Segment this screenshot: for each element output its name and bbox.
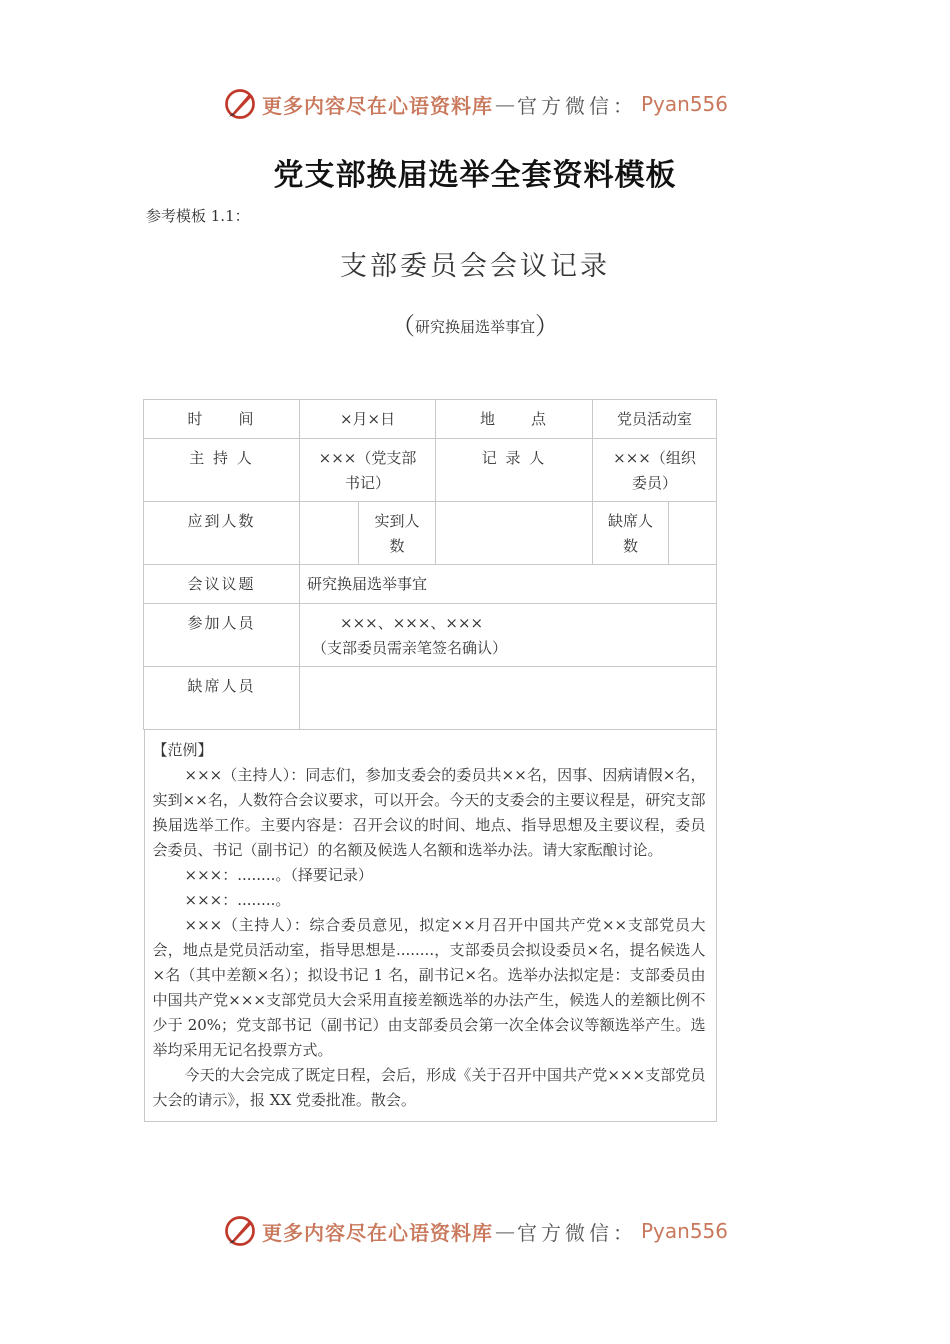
recorder-value <box>593 439 717 502</box>
document-title: 党支部换届选举全套资料模板 <box>273 158 677 193</box>
example-paragraph: ×××：........。（择要记录） <box>184 866 373 884</box>
absent-count-label <box>593 502 669 565</box>
host-value <box>300 439 436 502</box>
table-row <box>144 604 717 667</box>
record-subtitle-text: 研究换届选举事宜 <box>414 318 535 336</box>
example-heading: 【范例】 <box>152 741 213 759</box>
example-paragraph: 今天的大会完成了既定日程，会后，形成《关于召开中国共产党×××支部党员大会的请示》，报 XX 党委批准。散会。 <box>152 1066 706 1109</box>
table-row <box>144 400 717 439</box>
example-paragraph: ×××（主持人）：同志们，参加支委会的委员共××名，因事、因病请假×名，实到××名，人数符合会议要求，可以开会。今天的支委会的主要议程是，研究支部换届选举工作。主要内容是：召开会议的时间、地点、指导思想及主要议程，委员会委员、书记（副书记）的名额及候选人名额和选举办法。请大家酝酿讨论。 <box>152 766 706 859</box>
absent-count-label-line-2: 数 <box>623 537 639 555</box>
record-subtitle <box>0 306 950 341</box>
pen-logo-icon <box>222 86 258 122</box>
place-value: 党员活动室 <box>593 400 717 439</box>
footer-banner <box>0 1211 950 1251</box>
paren-close: ） <box>535 312 559 340</box>
place-label: 地 点 <box>436 400 593 439</box>
table-row <box>144 502 717 565</box>
table-row <box>144 730 717 1123</box>
record-title: 支部委员会会议记录 <box>340 251 610 282</box>
table-row <box>144 439 717 502</box>
paren-open: （ <box>390 312 415 340</box>
header-banner <box>0 84 950 124</box>
banner-wechat-id: Pyan556 <box>640 92 728 116</box>
template-reference: 参考模板 1.1： <box>146 207 250 225</box>
table-row <box>144 565 717 604</box>
time-value: ×月×日 <box>300 400 436 439</box>
recorder-value-line-2: 委员） <box>632 474 678 492</box>
topic-label: 会议议题 <box>144 565 300 604</box>
example-content <box>144 730 717 1122</box>
banner-text: 更多内容尽在心语资料库 <box>261 1220 493 1245</box>
banner-dash: — <box>494 92 515 116</box>
recorder-value-line-1: ×××（组织 <box>613 449 696 467</box>
banner-label: 官方微信： <box>516 93 637 118</box>
actual-count-label-line-1: 实到人 <box>374 512 420 530</box>
meeting-record-table <box>143 399 717 1122</box>
absentees-label: 缺席人员 <box>144 667 300 730</box>
example-paragraph: ×××（主持人）：综合委员意见，拟定××月召开中国共产党××支部党员大会，地点是党员活动室，指导思想是........，支部委员会拟设委员×名，提名候选人×名（其中差额×名）；拟设书记 1 名，副书记×名。选举办法拟定是：支部委员由中国共产党×××支部党员大会采用直接差额选举的办法产生，候选人的差额比例不少于 20%；党支部书记（副书记）由支部委员会第一次全体会议等额选举产生。选举均采用无记名投票方式。 <box>152 916 706 1059</box>
example-paragraph: ×××：........。 <box>184 891 291 909</box>
table-row <box>144 667 717 730</box>
host-value-line-2: 书记） <box>345 474 391 492</box>
expected-count-label: 应到人数 <box>144 502 300 565</box>
banner-text: 更多内容尽在心语资料库 <box>261 93 493 118</box>
attendees-note: （支部委员需亲笔签名确认） <box>312 639 508 657</box>
host-label: 主 持 人 <box>144 439 300 502</box>
host-value-line-1: ×××（党支部 <box>318 449 417 467</box>
banner-dash: — <box>494 1219 515 1243</box>
actual-count-label <box>359 502 436 565</box>
actual-count-value <box>436 502 593 565</box>
absentees-value <box>300 667 717 730</box>
topic-value: 研究换届选举事宜 <box>300 565 717 604</box>
absent-count-label-line-1: 缺席人 <box>608 512 654 530</box>
time-label: 时 间 <box>144 400 300 439</box>
attendees-names: ×××、×××、××× <box>340 614 484 632</box>
banner-label: 官方微信： <box>516 1220 637 1245</box>
expected-count-value <box>300 502 359 565</box>
absent-count-value <box>669 502 717 565</box>
banner-wechat-id: Pyan556 <box>640 1219 728 1243</box>
pen-logo-icon <box>222 1213 258 1249</box>
attendees-value <box>300 604 717 667</box>
attendees-label: 参加人员 <box>144 604 300 667</box>
actual-count-label-line-2: 数 <box>389 537 405 555</box>
recorder-label: 记 录 人 <box>436 439 593 502</box>
